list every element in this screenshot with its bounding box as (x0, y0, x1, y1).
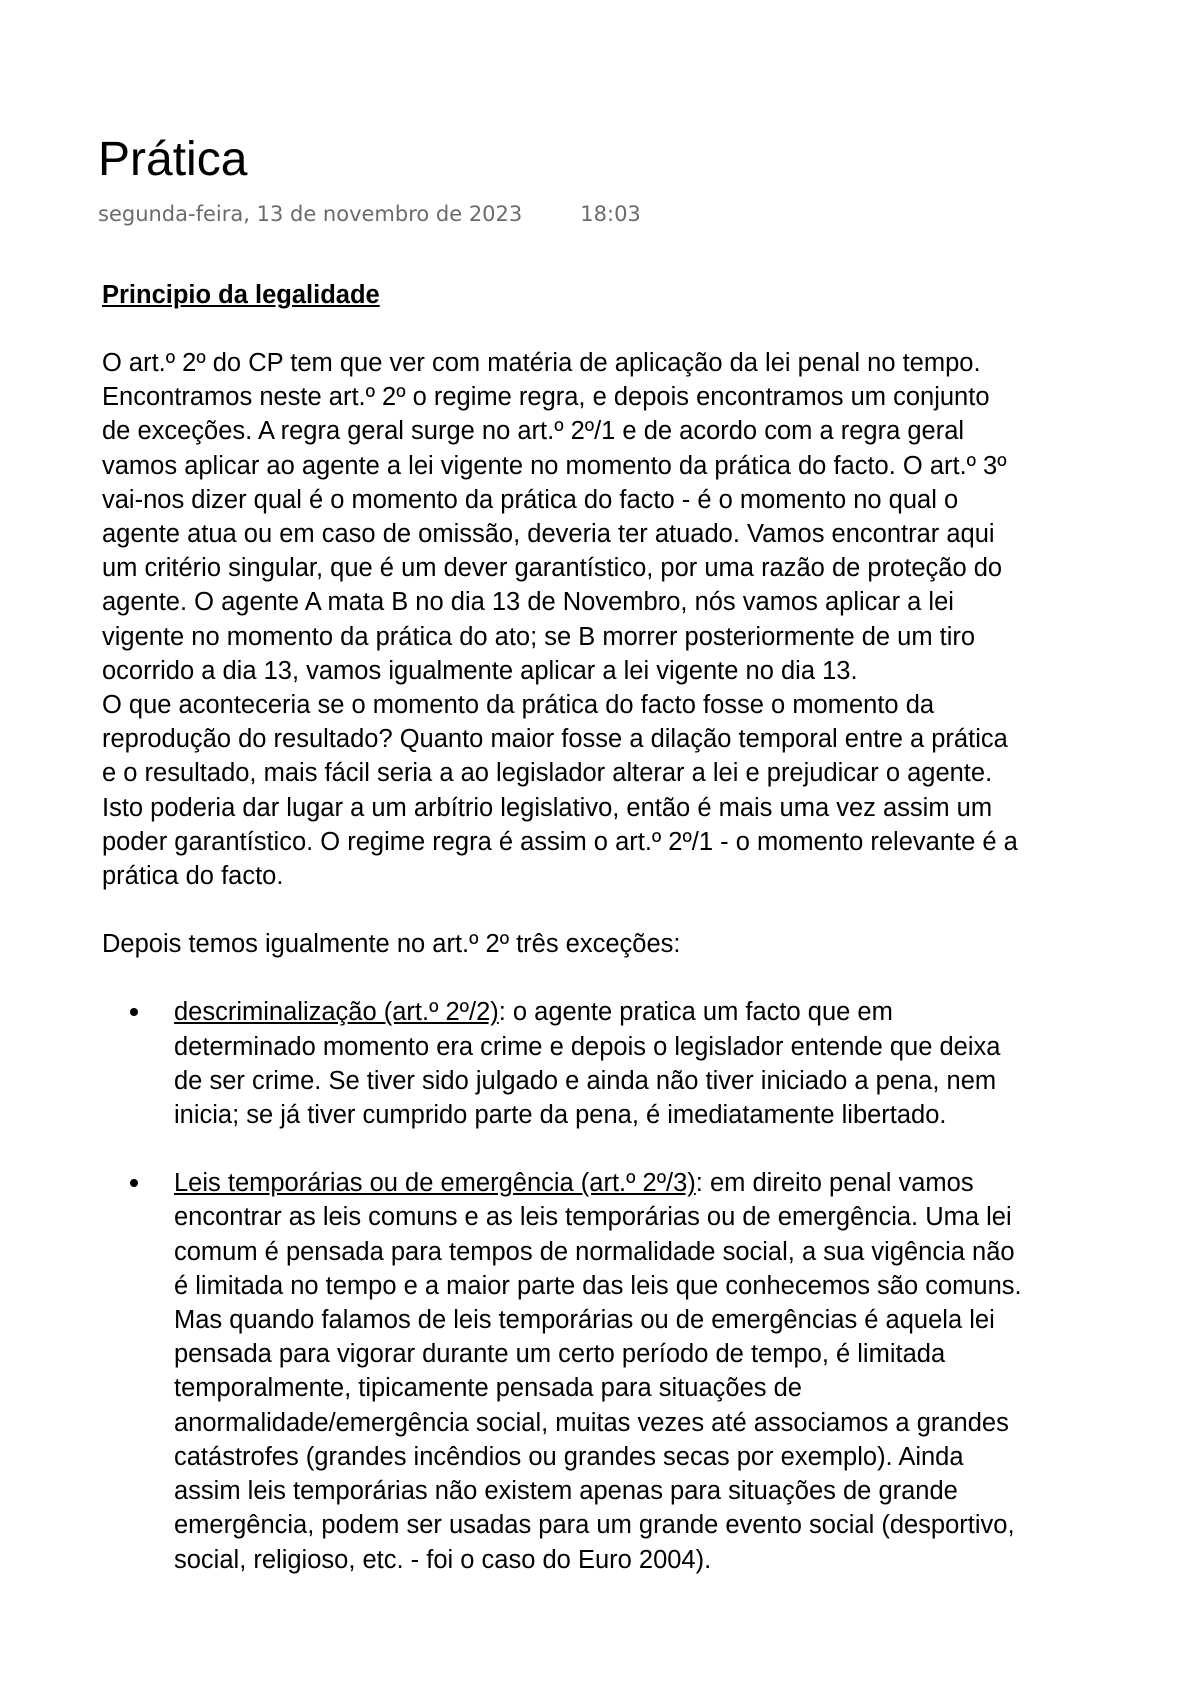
bullet-dot-icon (130, 1008, 138, 1016)
list-item-label: descriminalização (art.º 2º/2) (174, 998, 499, 1027)
list-item-first-line (174, 995, 1182, 1029)
list-item-leis-temporarias (102, 1166, 1182, 1576)
list-item-label: Leis temporárias ou de emergência (art.º 2º/3) (174, 1169, 696, 1198)
list-item-text: : o agente pratica um facto que em (498, 998, 893, 1027)
list-item-line: catástrofes (grandes incêndios ou grandes secas por exemplo). Ainda (174, 1442, 964, 1471)
paragraph-line: um critério singular, que é um dever garantístico, por uma razão de proteção do (102, 554, 1003, 583)
blank-line (102, 893, 1182, 927)
section-heading: Principio da legalidade (102, 281, 380, 309)
paragraph-line: poder garantístico. O regime regra é assim o art.º 2º/1 - o momento relevante é a (102, 827, 1018, 856)
list-item-line: comum é pensada para tempos de normalidade social, a sua vigência não (174, 1237, 1015, 1266)
page-date: segunda-feira, 13 de novembro de 2023 (98, 202, 523, 226)
list-item-line: encontrar as leis comuns e as leis temporárias ou de emergência. Uma lei (174, 1203, 1012, 1232)
paragraph-line: agente atua ou em caso de omissão, deveria ter atuado. Vamos encontrar aqui (102, 520, 995, 549)
paragraph-line: e o resultado, mais fácil seria a ao legislador alterar a lei e prejudicar o agente. (102, 759, 993, 788)
blank-line (102, 312, 1182, 346)
list-item-line: determinado momento era crime e depois o legislador entende que deixa (174, 1032, 1001, 1061)
page-title: Prática (98, 133, 248, 186)
list-item-line: pensada para vigorar durante um certo período de tempo, é limitada (174, 1340, 946, 1369)
list-item-line: de ser crime. Se tiver sido julgado e ainda não tiver iniciado a pena, nem (174, 1066, 997, 1095)
list-item-line: temporalmente, tipicamente pensada para situações de (174, 1374, 802, 1403)
paragraph-line: vamos aplicar ao agente a lei vigente no momento da prática do facto. O art.º 3º (102, 451, 1007, 480)
paragraph-1 (102, 346, 1182, 893)
list-item-line: Mas quando falamos de leis temporárias ou de emergências é aquela lei (174, 1306, 995, 1335)
exceptions-list (102, 995, 1182, 1576)
note-content (102, 278, 1182, 1577)
bullet-dot-icon (130, 1179, 138, 1187)
paragraph-line: reprodução do resultado? Quanto maior fosse a dilação temporal entre a prática (102, 725, 1008, 754)
paragraph-line: vai-nos dizer qual é o momento da prática do facto - é o momento no qual o (102, 485, 959, 514)
paragraph-line: O que aconteceria se o momento da prática do facto fosse o momento da (102, 691, 935, 720)
paragraph-line: ocorrido a dia 13, vamos igualmente aplicar a lei vigente no dia 13. (102, 656, 858, 685)
paragraph-line: Encontramos neste art.º 2º o regime regra, e depois encontramos um conjunto (102, 383, 990, 412)
paragraph-line: prática do facto. (102, 862, 284, 891)
list-item-text: : em direito penal vamos (695, 1169, 974, 1198)
page-metadata (98, 200, 641, 228)
paragraph-line: agente. O agente A mata B no dia 13 de Novembro, nós vamos aplicar a lei (102, 588, 954, 617)
paragraph-2 (102, 927, 1182, 961)
list-item-line: assim leis temporárias não existem apenas para situações de grande (174, 1477, 958, 1506)
list-item-line: social, religioso, etc. - foi o caso do Euro 2004). (174, 1545, 712, 1574)
list-item-line: é limitada no tempo e a maior parte das leis que conhecemos são comuns. (174, 1271, 1022, 1300)
list-item-line: inicia; se já tiver cumprido parte da pena, é imediatamente libertado. (174, 1101, 947, 1130)
list-item-line: emergência, podem ser usadas para um grande evento social (desportivo, (174, 1511, 1015, 1540)
list-item-first-line (174, 1166, 1182, 1200)
paragraph-line: de exceções. A regra geral surge no art.º 2º/1 e de acordo com a regra geral (102, 417, 965, 446)
paragraph-line: vigente no momento da prática do ato; se B morrer posteriormente de um tiro (102, 622, 976, 651)
paragraph-line: Depois temos igualmente no art.º 2º três exceções: (102, 930, 681, 959)
paragraph-line: Isto poderia dar lugar a um arbítrio legislativo, então é mais uma vez assim um (102, 793, 993, 822)
paragraph-line: O art.º 2º do CP tem que ver com matéria de aplicação da lei penal no tempo. (102, 349, 981, 377)
list-item-descriminalizacao (102, 995, 1182, 1132)
list-item-line: anormalidade/emergência social, muitas vezes até associamos a grandes (174, 1408, 1009, 1437)
page-time: 18:03 (580, 202, 641, 226)
blank-line (102, 961, 1182, 995)
